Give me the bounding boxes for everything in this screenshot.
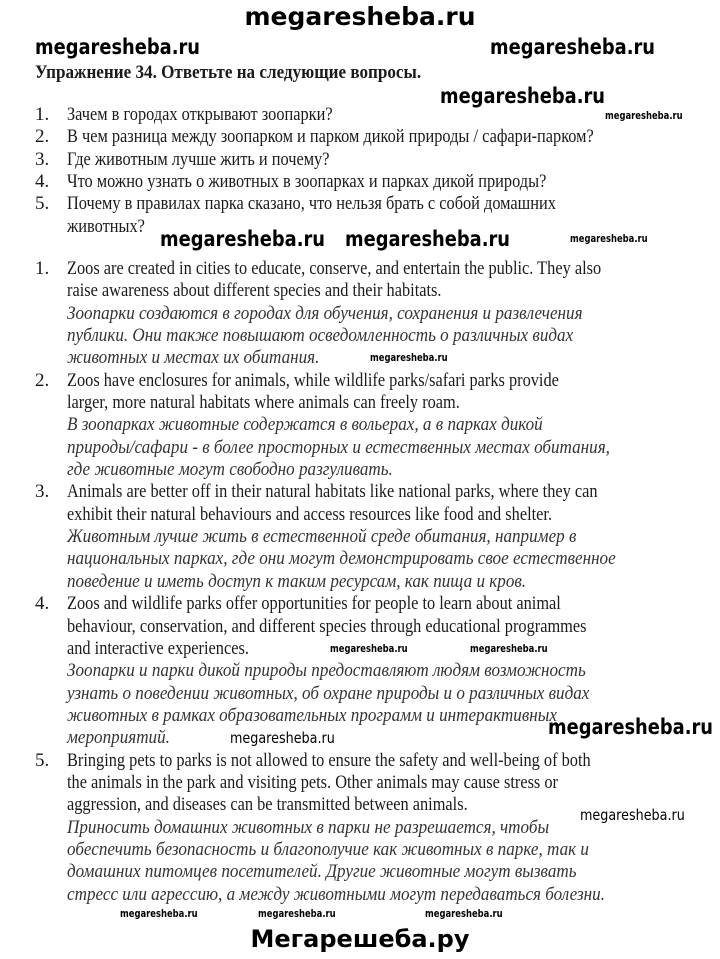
- item-number: 3.: [35, 148, 50, 170]
- line-text: aggression, and diseases can be transmitted between animals.: [67, 794, 468, 816]
- item-number: 1.: [35, 104, 50, 125]
- line-text: Животным лучше жить в естественной среде обитания, например в: [67, 526, 577, 548]
- line-text: Zoos and wildlife parks offer opportunities for people to learn about animal: [67, 593, 561, 615]
- watermark: megaresheba.ru: [230, 729, 335, 747]
- line-text: В чем разница между зоопарком и парком дикой природы / сафари-парком?: [67, 126, 594, 148]
- item-number: 3.: [35, 481, 50, 503]
- line-text: the animals in the park and visiting pets. Other animals may cause stress or: [67, 771, 558, 793]
- watermark: megaresheba.ru: [258, 908, 336, 920]
- watermark: megaresheba.ru: [440, 84, 605, 108]
- line-text: мероприятий.: [67, 727, 170, 749]
- line-text: поведение и иметь доступ к таким ресурсам, как пища и кров.: [67, 570, 527, 592]
- line-text: домашних питомцев посетителей. Другие животные могут вызвать: [67, 861, 577, 883]
- watermark: megaresheba.ru: [490, 35, 655, 59]
- item-number: 4.: [35, 593, 50, 615]
- line-text: обеспечить безопасность и благополучие как животных в парке, так и: [67, 838, 589, 860]
- line-text: национальных парках, где они могут демонстрировать свое естественное: [67, 548, 616, 570]
- watermark: megaresheba.ru: [548, 715, 713, 739]
- line-text: природы/сафари - в более просторных и естественных местах обитания,: [67, 436, 610, 458]
- line-text: Зоопарки создаются в городах для обучения, сохранения и развлечения: [67, 302, 583, 324]
- item-number: 5.: [35, 749, 50, 771]
- item-number: 1.: [35, 258, 50, 279]
- line-text: животных и местах их обитания.: [67, 347, 320, 369]
- line-text: животных?: [67, 215, 145, 237]
- watermark: megaresheba.ru: [330, 643, 408, 655]
- line-text: Zoos are created in cities to educate, conserve, and entertain the public. They also: [67, 258, 602, 279]
- exercise-title: Упражнение 34. Ответьте на следующие вопросы.: [35, 62, 422, 83]
- watermark: megaresheba.ru: [370, 352, 448, 364]
- watermark: megaresheba.ru: [425, 908, 503, 920]
- line-text: behaviour, conservation, and different species through educational programmes: [67, 615, 587, 637]
- line-text: животных в рамках образовательных программ и интерактивных: [67, 704, 557, 726]
- watermark: megaresheba.ru: [120, 908, 198, 920]
- watermark: megaresheba.ru: [160, 227, 325, 251]
- watermark: megaresheba.ru: [470, 643, 548, 655]
- line-text: Где животным лучше жить и почему?: [67, 148, 330, 170]
- line-text: стресс или агрессию, а между животными могут передаваться болезни.: [67, 883, 606, 905]
- line-text: узнать о поведении животных, об охране природы и о различных видах: [67, 682, 590, 704]
- item-number: 4.: [35, 171, 50, 193]
- line-text: raise awareness about different species and their habitats.: [67, 280, 442, 302]
- watermark: megaresheba.ru: [605, 110, 683, 122]
- line-text: где животные могут свободно разгуливать.: [67, 459, 393, 481]
- line-text: В зоопарках животные содержатся в вольерах, а в парках дикой: [67, 414, 543, 436]
- watermark: megaresheba.ru: [570, 233, 648, 245]
- line-text: Зачем в городах открывают зоопарки?: [67, 104, 333, 125]
- watermark: megaresheba.ru: [345, 227, 510, 251]
- site-footer-watermark: Мегарешеба.ру: [250, 925, 470, 953]
- line-text: Zoos have enclosures for animals, while wildlife parks/safari parks provide: [67, 369, 559, 391]
- line-text: Animals are better off in their natural habitats like national parks, where they can: [67, 481, 598, 503]
- line-text: exhibit their natural behaviours and access resources like food and shelter.: [67, 503, 553, 525]
- line-text: Зоопарки и парки дикой природы предоставляют людям возможность: [67, 660, 586, 682]
- item-number: 5.: [35, 193, 50, 215]
- line-text: Почему в правилах парка сказано, что нельзя брать с собой домашних: [67, 193, 556, 215]
- line-text: and interactive experiences.: [67, 637, 249, 659]
- line-text: Что можно узнать о животных в зоопарках и парках дикой природы?: [67, 171, 547, 193]
- item-number: 2.: [35, 369, 50, 391]
- watermark: megaresheba.ru: [580, 806, 685, 824]
- item-number: 2.: [35, 126, 50, 148]
- line-text: Bringing pets to parks is not allowed to ensure the safety and well-being of both: [67, 749, 591, 771]
- site-header-watermark: megaresheba.ru: [244, 2, 476, 31]
- line-text: публики. Они также повышают осведомленность о различных видах: [67, 325, 574, 347]
- line-text: Приносить домашних животных в парки не разрешается, чтобы: [67, 816, 550, 838]
- watermark: megaresheba.ru: [35, 35, 200, 59]
- line-text: larger, more natural habitats where animals can freely roam.: [67, 392, 460, 414]
